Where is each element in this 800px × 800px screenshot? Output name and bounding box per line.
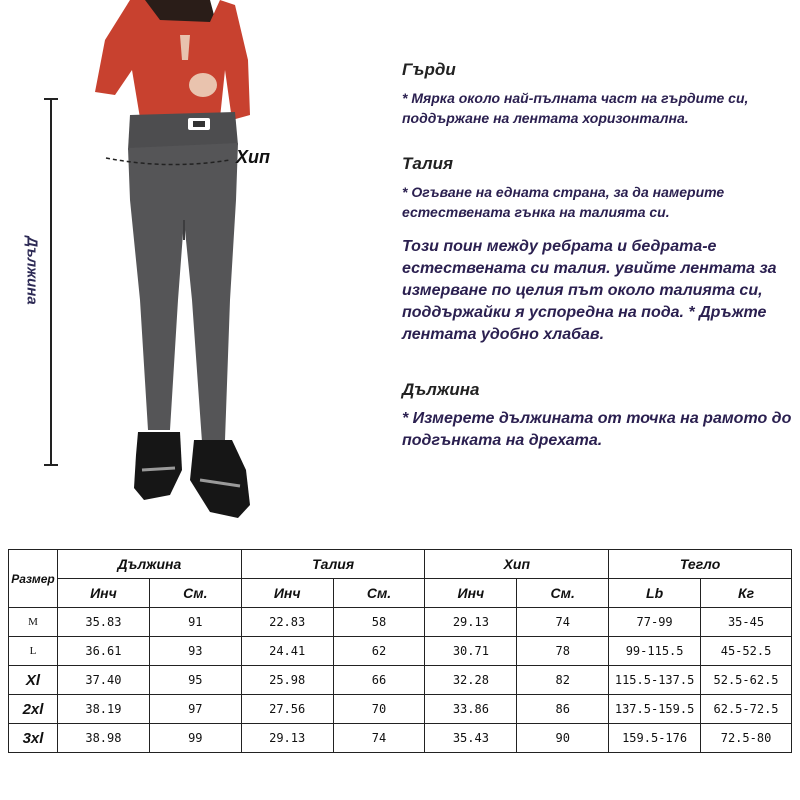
table-cell: 35.43 <box>425 724 517 753</box>
subheader: См. <box>333 579 425 608</box>
subheader: Инч <box>241 579 333 608</box>
waist-text: * Огъване на едната страна, за да намерите естествената гънка на талията си. <box>402 184 725 220</box>
table-cell: 137.5-159.5 <box>609 695 701 724</box>
table-cell: 99 <box>149 724 241 753</box>
size-cell: M <box>9 608 58 637</box>
size-cell: 3xl <box>9 724 58 753</box>
table-cell: 35.83 <box>57 608 149 637</box>
subheader: См. <box>149 579 241 608</box>
size-header: Размер <box>9 550 58 608</box>
table-cell: 37.40 <box>57 666 149 695</box>
table-cell: 70 <box>333 695 425 724</box>
table-cell: 45-52.5 <box>701 637 792 666</box>
table-cell: 66 <box>333 666 425 695</box>
size-cell: L <box>9 637 58 666</box>
group-header: Дължина <box>57 550 241 579</box>
table-row <box>9 724 792 753</box>
table-row <box>9 637 792 666</box>
bust-text: * Мярка около най-пълната част на гърдите си, поддържане на лентата хоризонтална. <box>402 90 749 126</box>
table-cell: 93 <box>149 637 241 666</box>
waist-title: Талия <box>402 154 454 173</box>
subheader: Инч <box>425 579 517 608</box>
size-table <box>8 549 792 753</box>
length-text: * Измерете дължината от точка на рамото до подгънката на дрехата. <box>402 410 792 449</box>
table-cell: 52.5-62.5 <box>701 666 792 695</box>
model-photo <box>60 0 280 525</box>
table-cell: 78 <box>517 637 609 666</box>
table-row <box>9 695 792 724</box>
table-cell: 74 <box>517 608 609 637</box>
measurement-guide <box>402 60 792 452</box>
table-cell: 35-45 <box>701 608 792 637</box>
table-cell: 33.86 <box>425 695 517 724</box>
subheader: Lb <box>609 579 701 608</box>
table-cell: 38.98 <box>57 724 149 753</box>
table-cell: 91 <box>149 608 241 637</box>
table-cell: 95 <box>149 666 241 695</box>
bust-title: Гърди <box>402 60 456 79</box>
table-cell: 24.41 <box>241 637 333 666</box>
table-cell: 27.56 <box>241 695 333 724</box>
table-cell: 77-99 <box>609 608 701 637</box>
table-cell: 32.28 <box>425 666 517 695</box>
table-cell: 97 <box>149 695 241 724</box>
length-title: Дължина <box>402 380 480 399</box>
size-cell: 2xl <box>9 695 58 724</box>
table-cell: 90 <box>517 724 609 753</box>
table-row <box>9 608 792 637</box>
table-row <box>9 666 792 695</box>
table-cell: 22.83 <box>241 608 333 637</box>
table-cell: 38.19 <box>57 695 149 724</box>
table-cell: 29.13 <box>241 724 333 753</box>
table-cell: 99-115.5 <box>609 637 701 666</box>
table-cell: 30.71 <box>425 637 517 666</box>
table-cell: 29.13 <box>425 608 517 637</box>
table-cell: 36.61 <box>57 637 149 666</box>
table-cell: 25.98 <box>241 666 333 695</box>
table-cell: 86 <box>517 695 609 724</box>
hip-label: Хип <box>236 147 270 167</box>
length-measure-bar <box>44 98 58 466</box>
subheader: Кг <box>701 579 792 608</box>
group-header: Талия <box>241 550 425 579</box>
table-cell: 159.5-176 <box>609 724 701 753</box>
subheader: Инч <box>57 579 149 608</box>
hip-measure-line <box>104 156 232 170</box>
table-cell: 82 <box>517 666 609 695</box>
table-cell: 115.5-137.5 <box>609 666 701 695</box>
size-cell: Xl <box>9 666 58 695</box>
table-cell: 74 <box>333 724 425 753</box>
group-header: Хип <box>425 550 609 579</box>
subheader: См. <box>517 579 609 608</box>
table-cell: 58 <box>333 608 425 637</box>
table-cell: 62.5-72.5 <box>701 695 792 724</box>
table-cell: 62 <box>333 637 425 666</box>
group-header: Тегло <box>609 550 792 579</box>
table-cell: 72.5-80 <box>701 724 792 753</box>
waist-paragraph: Този поин между ребрата и бедрата-е естествената си талия. увийте лентата за измерване по целия път около талията си, поддържайки я успоредна на пода. * Дръжте лентата удобно хлабав. <box>402 238 777 343</box>
length-label: Дължина <box>23 236 41 305</box>
